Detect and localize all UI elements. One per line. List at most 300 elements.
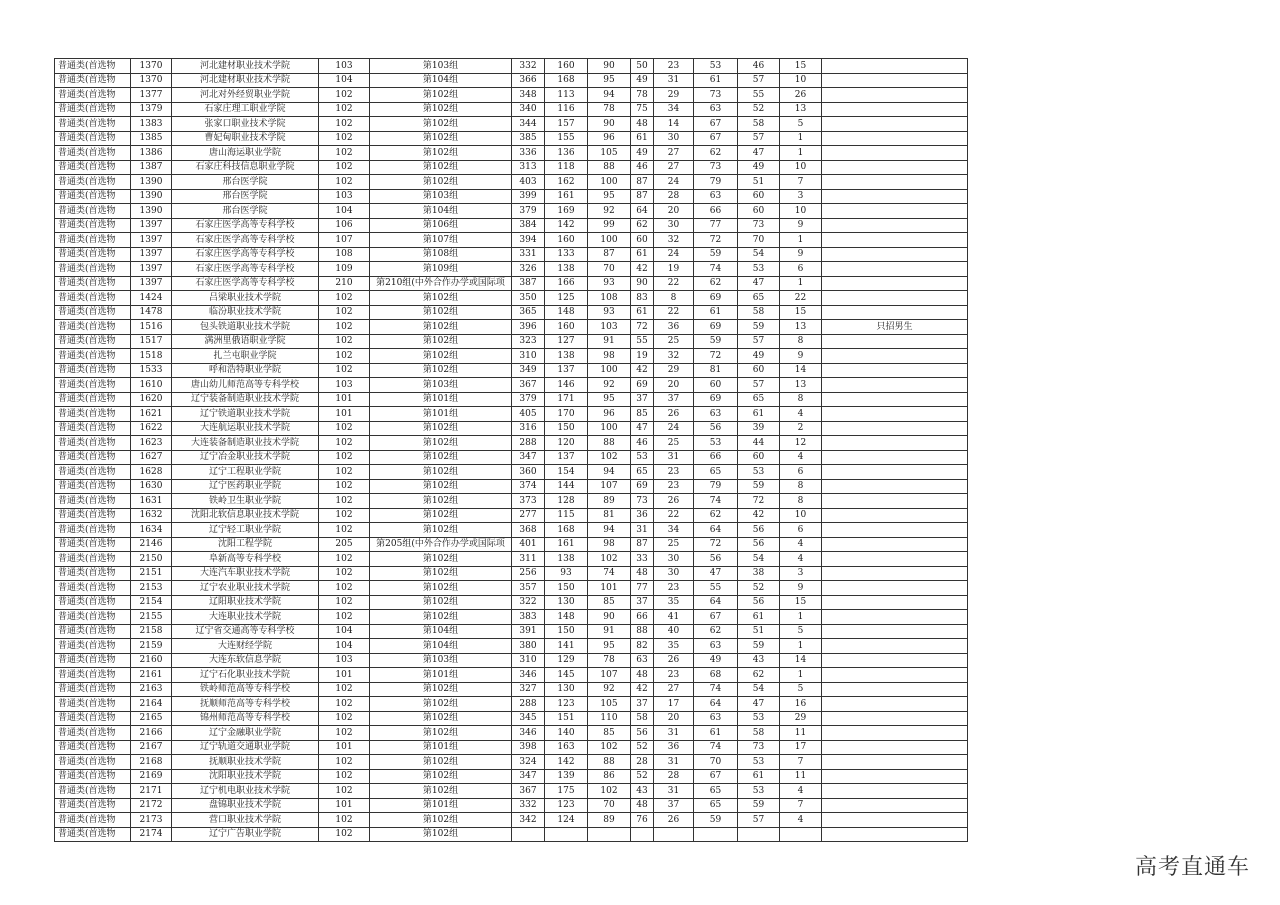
table-cell — [822, 392, 968, 407]
table-cell: 67 — [694, 117, 738, 132]
table-cell: 59 — [694, 247, 738, 262]
table-cell: 16 — [780, 697, 822, 712]
table-cell: 29 — [654, 88, 694, 103]
table-row — [55, 726, 968, 741]
table-cell: 86 — [588, 769, 631, 784]
table-cell: 辽宁医药职业学院 — [172, 479, 319, 494]
table-cell: 第102组 — [370, 581, 512, 596]
table-cell: 69 — [631, 479, 654, 494]
table-row — [55, 117, 968, 132]
table-row — [55, 146, 968, 161]
table-cell: 102 — [319, 827, 370, 842]
table-cell: 1630 — [131, 479, 172, 494]
table-cell: 57 — [738, 813, 780, 828]
table-cell: 102 — [319, 102, 370, 117]
table-cell: 46 — [631, 436, 654, 451]
table-row — [55, 813, 968, 828]
table-cell: 石家庄医学高等专科学校 — [172, 218, 319, 233]
table-cell: 19 — [654, 262, 694, 277]
table-cell: 70 — [588, 798, 631, 813]
table-cell: 河北对外经贸职业学院 — [172, 88, 319, 103]
table-cell: 普通类(首选物 — [55, 769, 131, 784]
table-cell: 2159 — [131, 639, 172, 654]
table-cell: 1397 — [131, 233, 172, 248]
table-cell: 1385 — [131, 131, 172, 146]
table-cell: 13 — [780, 378, 822, 393]
table-cell: 邢台医学院 — [172, 204, 319, 219]
table-cell: 102 — [319, 291, 370, 306]
table-cell: 53 — [738, 262, 780, 277]
table-row — [55, 407, 968, 422]
table-cell: 79 — [694, 479, 738, 494]
table-cell: 第109组 — [370, 262, 512, 277]
table-cell: 107 — [588, 668, 631, 683]
table-cell: 普通类(首选物 — [55, 755, 131, 770]
table-cell: 102 — [319, 566, 370, 581]
table-cell: 102 — [319, 421, 370, 436]
table-cell: 52 — [631, 769, 654, 784]
table-cell: 36 — [654, 740, 694, 755]
table-cell: 1386 — [131, 146, 172, 161]
table-cell: 第103组 — [370, 653, 512, 668]
table-cell: 1 — [780, 276, 822, 291]
table-cell: 2167 — [131, 740, 172, 755]
table-cell: 102 — [319, 682, 370, 697]
table-cell: 74 — [694, 494, 738, 509]
table-cell: 148 — [545, 610, 588, 625]
table-row — [55, 175, 968, 190]
table-row — [55, 392, 968, 407]
table-cell: 49 — [631, 73, 654, 88]
table-cell — [694, 827, 738, 842]
table-cell: 辽宁机电职业技术学院 — [172, 784, 319, 799]
table-cell — [780, 827, 822, 842]
table-cell: 94 — [588, 523, 631, 538]
table-cell: 103 — [319, 378, 370, 393]
table-cell: 2155 — [131, 610, 172, 625]
table-cell: 391 — [512, 624, 545, 639]
table-cell: 94 — [588, 88, 631, 103]
table-cell: 100 — [588, 421, 631, 436]
table-cell: 普通类(首选物 — [55, 276, 131, 291]
table-cell: 31 — [631, 523, 654, 538]
table-row — [55, 479, 968, 494]
table-cell: 360 — [512, 465, 545, 480]
table-cell: 146 — [545, 378, 588, 393]
table-cell: 普通类(首选物 — [55, 131, 131, 146]
table-cell: 32 — [654, 233, 694, 248]
table-cell: 普通类(首选物 — [55, 639, 131, 654]
table-cell: 普通类(首选物 — [55, 436, 131, 451]
table-cell: 69 — [694, 320, 738, 335]
table-cell: 336 — [512, 146, 545, 161]
table-cell: 普通类(首选物 — [55, 784, 131, 799]
table-cell: 普通类(首选物 — [55, 117, 131, 132]
table-cell: 10 — [780, 204, 822, 219]
table-cell: 83 — [631, 291, 654, 306]
table-cell: 1517 — [131, 334, 172, 349]
table-cell: 沈阳职业技术学院 — [172, 769, 319, 784]
table-cell: 94 — [588, 465, 631, 480]
table-cell: 13 — [780, 102, 822, 117]
table-cell: 399 — [512, 189, 545, 204]
table-cell: 10 — [780, 73, 822, 88]
table-cell: 辽宁省交通高等专科学校 — [172, 624, 319, 639]
table-cell: 100 — [588, 233, 631, 248]
table-cell: 68 — [694, 668, 738, 683]
table-cell: 13 — [780, 320, 822, 335]
table-cell: 104 — [319, 73, 370, 88]
table-cell — [822, 610, 968, 625]
table-cell: 102 — [319, 711, 370, 726]
table-cell: 普通类(首选物 — [55, 566, 131, 581]
table-cell: 10 — [780, 160, 822, 175]
table-cell: 59 — [694, 334, 738, 349]
table-cell: 166 — [545, 276, 588, 291]
table-cell: 56 — [694, 421, 738, 436]
table-cell: 161 — [545, 189, 588, 204]
table-cell: 65 — [694, 784, 738, 799]
table-cell — [822, 363, 968, 378]
table-cell: 53 — [631, 450, 654, 465]
table-cell — [822, 595, 968, 610]
table-cell: 9 — [780, 218, 822, 233]
table-cell: 99 — [588, 218, 631, 233]
table-cell: 42 — [631, 682, 654, 697]
table-cell — [822, 160, 968, 175]
table-cell: 第102组 — [370, 726, 512, 741]
table-cell: 7 — [780, 755, 822, 770]
table-cell: 108 — [319, 247, 370, 262]
table-cell: 63 — [694, 407, 738, 422]
table-cell: 155 — [545, 131, 588, 146]
table-cell: 大连东软信息学院 — [172, 653, 319, 668]
table-cell: 14 — [780, 363, 822, 378]
table-cell: 阜新高等专科学校 — [172, 552, 319, 567]
table-cell: 161 — [545, 537, 588, 552]
table-cell: 79 — [694, 175, 738, 190]
table-cell: 23 — [654, 479, 694, 494]
table-cell: 普通类(首选物 — [55, 465, 131, 480]
table-cell — [822, 479, 968, 494]
table-cell — [822, 233, 968, 248]
table-cell: 39 — [738, 421, 780, 436]
table-cell: 403 — [512, 175, 545, 190]
table-cell: 59 — [738, 639, 780, 654]
table-cell: 78 — [588, 102, 631, 117]
table-cell: 1 — [780, 233, 822, 248]
table-cell: 60 — [738, 204, 780, 219]
table-cell: 256 — [512, 566, 545, 581]
table-cell: 54 — [738, 247, 780, 262]
table-cell: 1379 — [131, 102, 172, 117]
table-cell: 第102组 — [370, 479, 512, 494]
table-cell: 85 — [588, 726, 631, 741]
table-row — [55, 581, 968, 596]
table-cell: 102 — [319, 175, 370, 190]
table-cell: 28 — [654, 769, 694, 784]
table-cell: 78 — [588, 653, 631, 668]
table-cell: 102 — [319, 334, 370, 349]
table-row — [55, 784, 968, 799]
table-cell: 138 — [545, 262, 588, 277]
table-cell: 2163 — [131, 682, 172, 697]
table-cell: 20 — [654, 204, 694, 219]
table-cell: 107 — [588, 479, 631, 494]
table-cell: 第101组 — [370, 392, 512, 407]
table-cell: 满洲里俄语职业学院 — [172, 334, 319, 349]
table-cell: 60 — [694, 378, 738, 393]
table-cell: 扎兰屯职业学院 — [172, 349, 319, 364]
table-cell: 15 — [780, 595, 822, 610]
table-cell: 90 — [588, 610, 631, 625]
table-cell: 116 — [545, 102, 588, 117]
table-cell: 第103组 — [370, 189, 512, 204]
table-cell: 340 — [512, 102, 545, 117]
table-row — [55, 305, 968, 320]
table-cell: 15 — [780, 59, 822, 74]
table-cell: 25 — [654, 537, 694, 552]
table-cell: 51 — [738, 624, 780, 639]
table-cell: 385 — [512, 131, 545, 146]
table-cell: 2172 — [131, 798, 172, 813]
table-cell — [545, 827, 588, 842]
table-cell: 130 — [545, 682, 588, 697]
table-cell: 103 — [319, 189, 370, 204]
table-cell: 普通类(首选物 — [55, 233, 131, 248]
watermark-logo: 高考直通车 — [1134, 855, 1250, 880]
table-cell: 374 — [512, 479, 545, 494]
table-cell: 普通类(首选物 — [55, 421, 131, 436]
table-cell: 59 — [738, 798, 780, 813]
table-cell — [822, 523, 968, 538]
table-cell: 160 — [545, 59, 588, 74]
table-row — [55, 59, 968, 74]
table-cell: 第102组 — [370, 523, 512, 538]
table-cell: 第104组 — [370, 624, 512, 639]
table-cell: 52 — [631, 740, 654, 755]
table-row — [55, 291, 968, 306]
table-cell: 第102组 — [370, 813, 512, 828]
table-cell: 1390 — [131, 175, 172, 190]
table-cell: 47 — [694, 566, 738, 581]
table-cell: 第101组 — [370, 668, 512, 683]
table-cell: 23 — [654, 59, 694, 74]
table-cell: 102 — [319, 813, 370, 828]
table-cell: 60 — [738, 189, 780, 204]
table-cell: 大连职业技术学院 — [172, 610, 319, 625]
table-cell: 322 — [512, 595, 545, 610]
table-cell: 77 — [694, 218, 738, 233]
table-cell: 第102组 — [370, 784, 512, 799]
table-cell: 49 — [738, 160, 780, 175]
table-cell: 53 — [738, 784, 780, 799]
table-cell: 140 — [545, 726, 588, 741]
table-cell: 348 — [512, 88, 545, 103]
table-cell — [822, 813, 968, 828]
table-cell: 73 — [694, 160, 738, 175]
table-cell: 102 — [319, 508, 370, 523]
table-cell: 石家庄理工职业学院 — [172, 102, 319, 117]
table-cell: 103 — [319, 653, 370, 668]
table-cell: 347 — [512, 450, 545, 465]
table-row — [55, 508, 968, 523]
table-cell — [822, 59, 968, 74]
table-cell: 普通类(首选物 — [55, 392, 131, 407]
table-cell: 普通类(首选物 — [55, 262, 131, 277]
table-cell: 62 — [631, 218, 654, 233]
table-cell: 113 — [545, 88, 588, 103]
table-cell: 46 — [631, 160, 654, 175]
table-cell: 89 — [588, 813, 631, 828]
table-cell: 90 — [588, 117, 631, 132]
table-cell: 1 — [780, 668, 822, 683]
table-cell: 锦州师范高等专科学校 — [172, 711, 319, 726]
table-cell: 102 — [588, 740, 631, 755]
table-cell: 石家庄科技信息职业学院 — [172, 160, 319, 175]
table-cell: 85 — [588, 595, 631, 610]
table-cell — [822, 450, 968, 465]
table-cell: 普通类(首选物 — [55, 523, 131, 538]
table-cell: 普通类(首选物 — [55, 189, 131, 204]
table-cell: 55 — [738, 88, 780, 103]
table-cell: 102 — [319, 479, 370, 494]
table-cell: 1610 — [131, 378, 172, 393]
table-row — [55, 436, 968, 451]
table-cell: 铁岭卫生职业学院 — [172, 494, 319, 509]
table-cell: 81 — [694, 363, 738, 378]
table-cell: 4 — [780, 552, 822, 567]
table-cell: 1533 — [131, 363, 172, 378]
table-cell: 137 — [545, 450, 588, 465]
table-cell: 141 — [545, 639, 588, 654]
table-cell: 17 — [654, 697, 694, 712]
table-cell: 93 — [545, 566, 588, 581]
table-cell: 63 — [631, 653, 654, 668]
table-cell: 普通类(首选物 — [55, 552, 131, 567]
table-cell: 36 — [631, 508, 654, 523]
table-cell — [822, 827, 968, 842]
table-cell: 普通类(首选物 — [55, 73, 131, 88]
table-cell: 66 — [694, 450, 738, 465]
table-cell — [822, 407, 968, 422]
table-cell: 2164 — [131, 697, 172, 712]
table-cell: 139 — [545, 769, 588, 784]
table-cell: 普通类(首选物 — [55, 726, 131, 741]
table-cell: 127 — [545, 334, 588, 349]
table-cell: 96 — [588, 131, 631, 146]
table-cell: 64 — [694, 523, 738, 538]
table-cell: 第102组 — [370, 146, 512, 161]
table-cell: 95 — [588, 73, 631, 88]
table-cell: 普通类(首选物 — [55, 88, 131, 103]
table-cell: 1631 — [131, 494, 172, 509]
table-cell: 第102组 — [370, 595, 512, 610]
table-cell: 1516 — [131, 320, 172, 335]
table-cell: 47 — [738, 276, 780, 291]
table-row — [55, 349, 968, 364]
table-cell: 第102组 — [370, 769, 512, 784]
table-cell: 63 — [694, 102, 738, 117]
table-cell: 115 — [545, 508, 588, 523]
table-cell: 175 — [545, 784, 588, 799]
table-cell: 57 — [738, 378, 780, 393]
table-cell: 42 — [631, 363, 654, 378]
table-cell: 普通类(首选物 — [55, 653, 131, 668]
table-row — [55, 682, 968, 697]
table-cell: 辽宁广告职业学院 — [172, 827, 319, 842]
table-cell: 1397 — [131, 276, 172, 291]
table-cell: 107 — [319, 233, 370, 248]
table-cell: 342 — [512, 813, 545, 828]
table-cell — [822, 798, 968, 813]
table-cell: 4 — [780, 450, 822, 465]
table-cell: 89 — [588, 494, 631, 509]
table-cell: 普通类(首选物 — [55, 740, 131, 755]
table-cell: 8 — [780, 494, 822, 509]
table-cell: 72 — [694, 537, 738, 552]
table-cell: 2173 — [131, 813, 172, 828]
table-cell: 铁岭师范高等专科学校 — [172, 682, 319, 697]
table-cell: 311 — [512, 552, 545, 567]
table-cell: 120 — [545, 436, 588, 451]
table-cell — [822, 349, 968, 364]
table-cell: 辽宁农业职业技术学院 — [172, 581, 319, 596]
table-cell: 1397 — [131, 218, 172, 233]
table-cell: 40 — [654, 624, 694, 639]
table-cell: 第104组 — [370, 639, 512, 654]
table-cell: 第102组 — [370, 363, 512, 378]
table-cell: 1390 — [131, 204, 172, 219]
table-cell: 58 — [631, 711, 654, 726]
table-cell: 32 — [654, 349, 694, 364]
table-cell: 58 — [738, 726, 780, 741]
table-cell: 1634 — [131, 523, 172, 538]
table-cell: 101 — [319, 407, 370, 422]
table-cell: 82 — [631, 639, 654, 654]
table-cell — [822, 334, 968, 349]
table-row — [55, 450, 968, 465]
table-cell: 102 — [319, 117, 370, 132]
table-cell: 20 — [654, 711, 694, 726]
table-cell: 87 — [588, 247, 631, 262]
table-cell: 380 — [512, 639, 545, 654]
table-cell: 38 — [738, 566, 780, 581]
table-cell — [822, 508, 968, 523]
table-cell: 145 — [545, 668, 588, 683]
table-cell: 辽宁轻工职业学院 — [172, 523, 319, 538]
table-cell: 61 — [694, 73, 738, 88]
table-cell: 171 — [545, 392, 588, 407]
table-cell: 6 — [780, 523, 822, 538]
table-cell: 61 — [694, 305, 738, 320]
table-cell: 102 — [319, 305, 370, 320]
table-cell: 53 — [694, 59, 738, 74]
table-cell: 1632 — [131, 508, 172, 523]
table-cell: 沈阳工程学院 — [172, 537, 319, 552]
table-cell: 石家庄医学高等专科学校 — [172, 276, 319, 291]
table-cell: 23 — [654, 581, 694, 596]
table-cell: 394 — [512, 233, 545, 248]
table-cell: 26 — [654, 494, 694, 509]
table-cell: 1623 — [131, 436, 172, 451]
table-cell: 65 — [694, 798, 738, 813]
table-cell: 163 — [545, 740, 588, 755]
table-cell: 吕梁职业技术学院 — [172, 291, 319, 306]
table-cell: 168 — [545, 73, 588, 88]
table-cell: 128 — [545, 494, 588, 509]
table-cell: 2153 — [131, 581, 172, 596]
